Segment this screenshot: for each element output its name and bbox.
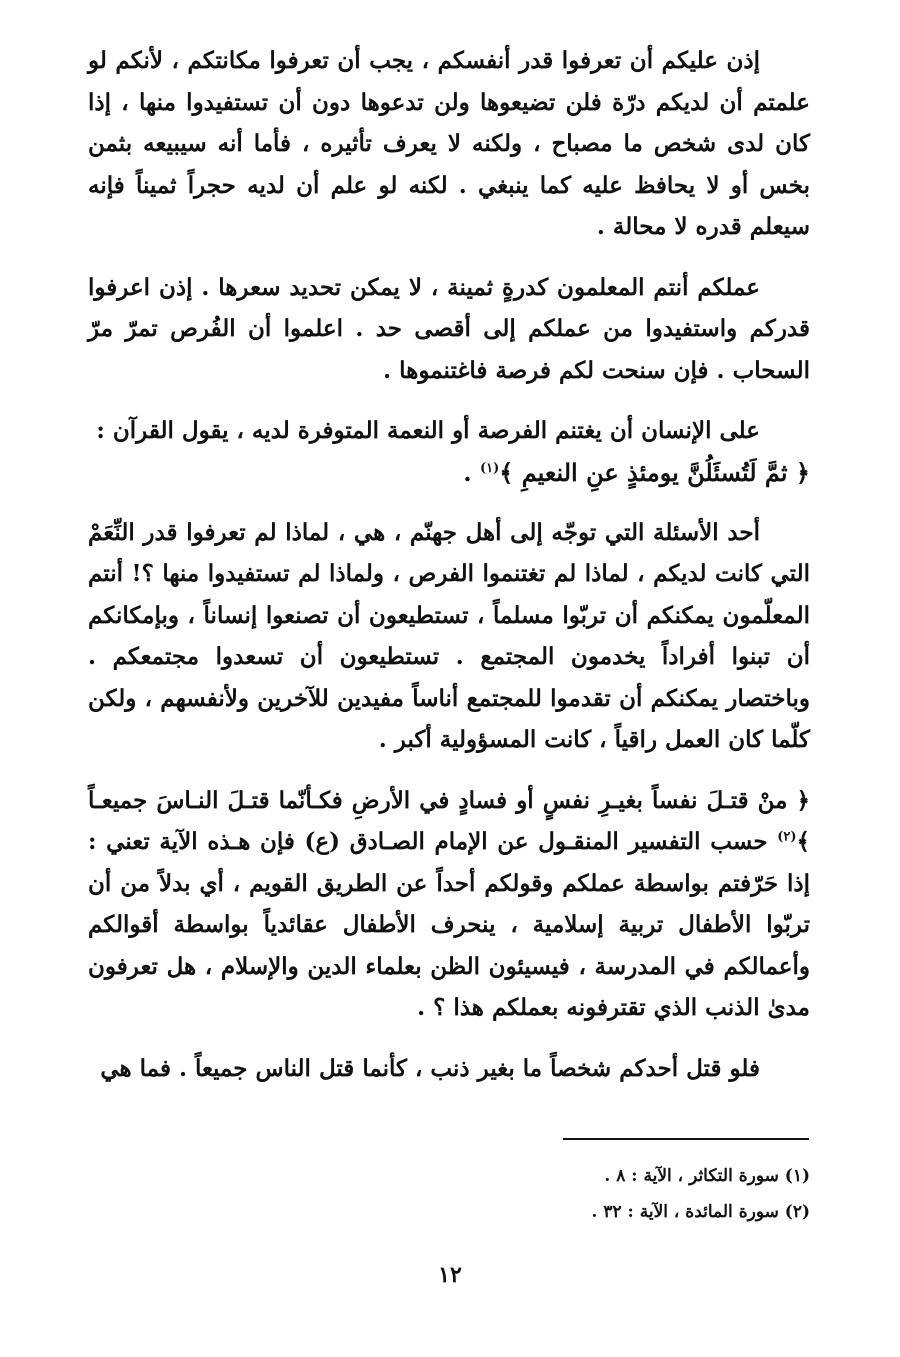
page-body — [88, 40, 810, 1108]
footnote-ref-1: (١) — [479, 460, 500, 476]
quran-verse-2: ﴿ منْ قتـلَ نفساً بغيـرِ نفسٍ أو فسادٍ في الأرضِ فكـأنّما قتـلَ النـاسَ جميعـاً ﴾ — [88, 786, 810, 855]
footnote-1: (١) سورة التكاثر ، الآية : ٨ . — [604, 1166, 810, 1186]
paragraph-5 — [88, 780, 810, 1029]
page-number: ١٢ — [438, 1262, 462, 1288]
paragraph-3: على الإنسان أن يغتنم الفرصة أو النعمة المتوفرة لديه ، يقول القرآن : — [96, 417, 760, 444]
paragraph-2: عملكم أنتم المعلمون كدرةٍ ثمينة ، لا يمكن تحديد سعرها . إذن اعرفوا قدركم واستفيدوا من عملكم إلى أقصى حد . اعلموا أن الفُرص تمرّ مرّ السحاب . فإن سنحت لكم فرصة فاغتنموها . — [88, 273, 810, 384]
footnote-ref-2: (٢) — [777, 829, 797, 845]
quran-verse-1 — [88, 452, 810, 493]
verse-1-text: ﴿ ثمَّ لَتُسئَلُنَّ يومئذٍ عنِ النعيمِ ﴾ — [499, 457, 810, 487]
footnote-2: (٢) سورة المائدة ، الآية : ٣٢ . — [591, 1202, 810, 1222]
paragraph-1: إذن عليكم أن تعرفوا قدر أنفسكم ، يجب أن تعرفوا مكانتكم ، لأنكم لو علمتم أن لديكم درّة فلن تضيعوها ولن تدعوها دون أن تستفيدوا منها ، إذا كان لدى شخص ما مصباح ، ولكنه لا يعرف تأثيره ، فأما أنه سيبيعه بثمن بخس أو لا يحافظ عليه كما ينبغي . لكنه لو علم أن لديه حجراً ثميناً فإنه سيعلم قدره لا محالة . — [88, 47, 810, 240]
footnotes — [88, 1158, 810, 1230]
verse-1-end: . — [463, 457, 480, 487]
paragraph-6: فلو قتل أحدكم شخصاً ما بغير ذنب ، كأنما قتل الناس جميعاً . فما هي — [100, 1054, 760, 1082]
verse-2-commentary: حسب التفسير المنقـول عن الإمام الصـادق (ع) فإن هـذه الآية تعني : إذا حَرّفتم بواسطة عملكم وقولكم أحداً عن الطريق القويم ، أي بدلاً من أن تربّوا الأطفال تربية إسلامية ، ينحرف الأطفال عقائدياً بواسطة أقوالكم وأعمالكم في المدرسة ، فيسيئون الظن بعلماء الدين والإسلام ، هل تعرفون مدىٰ الذنب الذي تقترفونه بعملكم هذا ؟ . — [88, 828, 810, 1021]
footnote-divider — [563, 1138, 809, 1140]
paragraph-4: أحد الأسئلة التي توجّه إلى أهل جهنّم ، هي ، لماذا لم تعرفوا قدر النِّعَمْ التي كانت لديكم ، لماذا لم تغتنموا الفرص ، ولماذا لم تستفيدوا منها ؟! أنتم المعلّمون يمكنكم أن تربّوا مسلماً ، تستطيعون أن تصنعوا إنساناً ، وبإمكانكم أن تبنوا أفراداً يخدمون المجتمع . تستطيعون أن تسعدوا مجتمعكم . وباختصار يمكنكم أن تقدموا للمجتمع أناساً مفيدين للآخرين ولأنفسهم ، ولكن كلّما كان العمل راقياً ، كانت المسؤولية أكبر . — [88, 518, 810, 753]
